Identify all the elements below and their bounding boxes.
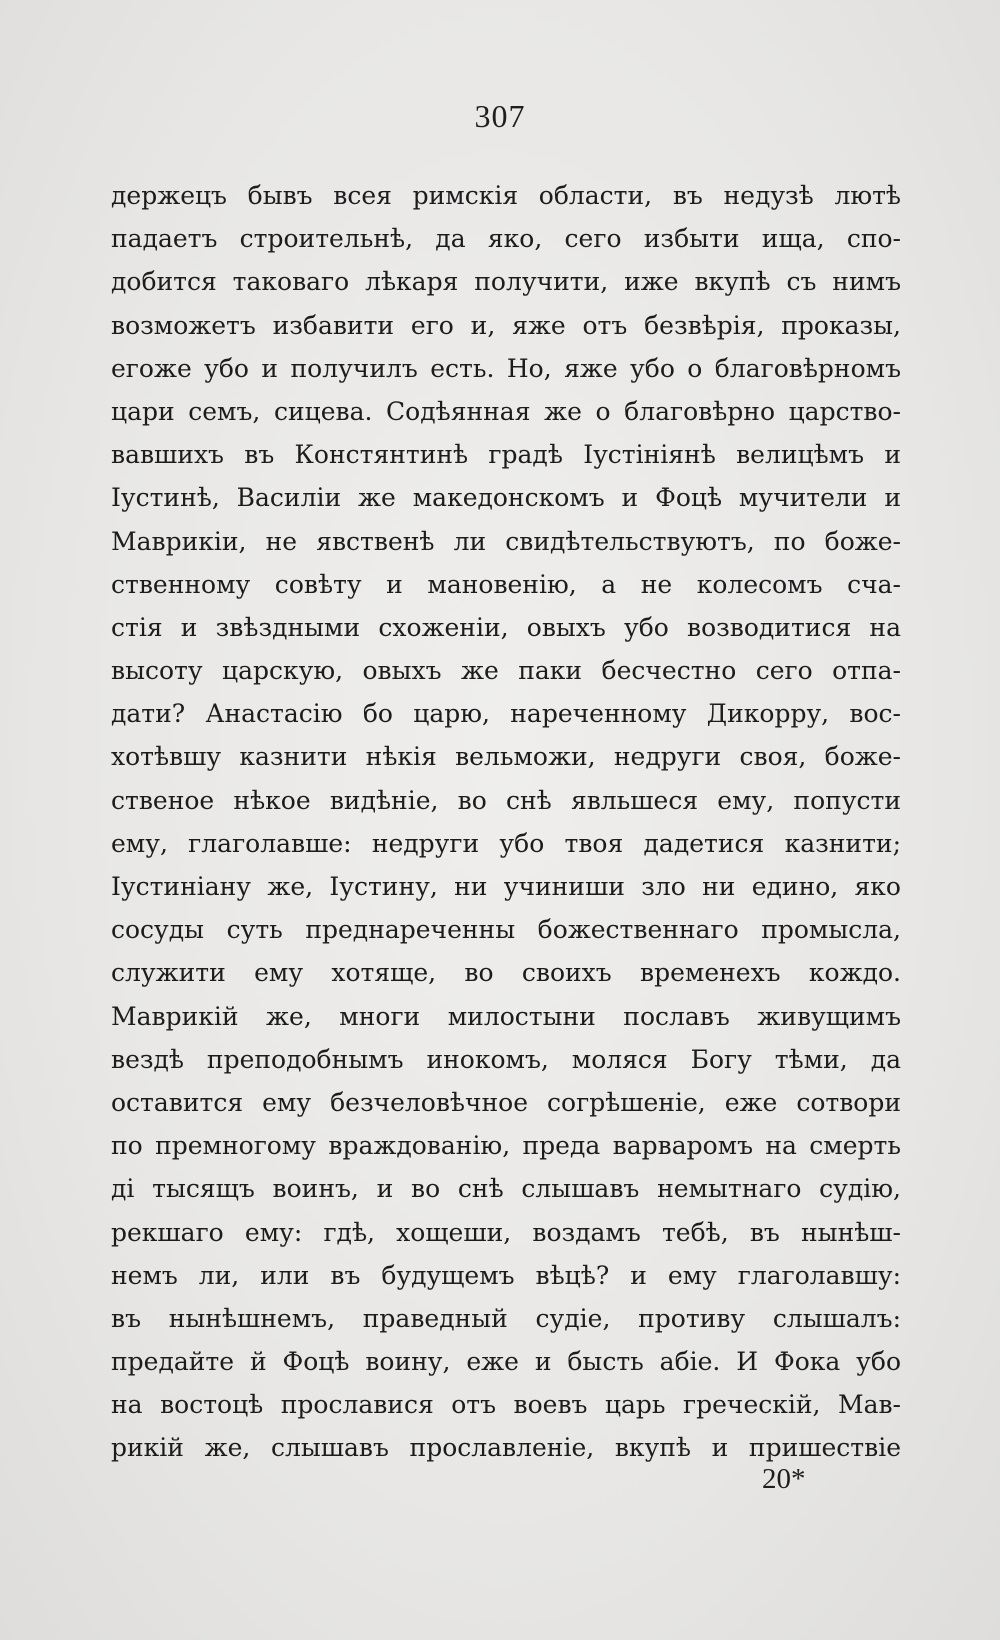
page-number: 307 xyxy=(474,98,526,134)
text-line: Маврикій же, многи милостыни пославъ живущимъ xyxy=(111,1001,901,1031)
text-line: по премногому враждованію, преда варваромъ на смерть xyxy=(111,1131,901,1161)
text-line: Маврикіи, не явственѣ ли свидѣтельствуютъ, по боже- xyxy=(111,526,901,556)
text-line: Іустинѣ, Василіи же македонскомъ и Фоцѣ мучители и xyxy=(111,483,901,513)
text-line: цари семъ, сицева. Содѣянная же о благовѣрно царство- xyxy=(111,396,901,426)
text-line: возможетъ избавити его и, яже отъ безвѣрія, проказы, xyxy=(111,310,901,340)
text-line: рикій же, слышавъ прославленіе, вкупѣ и пришествіе xyxy=(111,1433,901,1463)
text-line: ему, глаголавше: недруги убо твоя дадетися казнити; xyxy=(111,828,901,858)
text-line: въ нынѣшнемъ, праведный судіе, противу слышалъ: xyxy=(111,1303,901,1333)
text-line: ственое нѣкое видѣніе, во снѣ явльшеся ему, попусти xyxy=(111,785,901,815)
text-line: служити ему хотяще, во своихъ временехъ кождо. xyxy=(111,958,901,988)
text-line: ді тысящъ воинъ, и во снѣ слышавъ немытнаго судію, xyxy=(111,1174,901,1204)
signature-mark: 20* xyxy=(762,1463,806,1495)
text-line: вавшихъ въ Констянтинѣ градѣ Іустініянѣ велицѣмъ и xyxy=(111,440,901,470)
text-line: ственному совѣту и мановенію, а не колесомъ сча- xyxy=(111,569,901,599)
text-line: егоже убо и получилъ есть. Но, яже убо о благовѣрномъ xyxy=(111,353,901,383)
body-text xyxy=(111,174,901,1470)
text-line: оставится ему безчеловѣчное согрѣшеніе, еже сотвори xyxy=(111,1087,901,1117)
text-line: вездѣ преподобнымъ инокомъ, моляся Богу тѣми, да xyxy=(111,1044,901,1074)
text-line: добится таковаго лѣкаря получити, иже вкупѣ съ нимъ xyxy=(111,267,901,297)
text-line: сосуды суть преднареченны божественнаго промысла, xyxy=(111,915,901,945)
text-line: падаетъ строительнѣ, да яко, сего избыти ища, спо- xyxy=(111,224,901,254)
text-line: стія и звѣздными схоженіи, овыхъ убо возводитися на xyxy=(111,612,901,642)
text-line: держецъ бывъ всея римскія области, въ недузѣ лютѣ xyxy=(111,181,901,210)
text-line: дати? Анастасію бо царю, нареченному Дикорру, вос- xyxy=(111,699,901,729)
text-line: немъ ли, или въ будущемъ вѣцѣ? и ему глаголавшу: xyxy=(111,1260,901,1290)
text-line: хотѣвшу казнити нѣкія вельможи, недруги своя, боже- xyxy=(111,742,901,772)
text-line: высоту царскую, овыхъ же паки бесчестно сего отпа- xyxy=(111,656,901,686)
text-line: рекшаго ему: гдѣ, хощеши, воздамъ тебѣ, въ нынѣш- xyxy=(111,1217,901,1247)
text-line: Іустиніану же, Іустину, ни учиниши зло ни едино, яко xyxy=(111,872,901,901)
text-line: на востоцѣ прославися отъ воевъ царь греческій, Мав- xyxy=(111,1390,901,1420)
text-line: предайте й Фоцѣ воину, еже и бысть абіе. И Фока убо xyxy=(111,1347,901,1377)
